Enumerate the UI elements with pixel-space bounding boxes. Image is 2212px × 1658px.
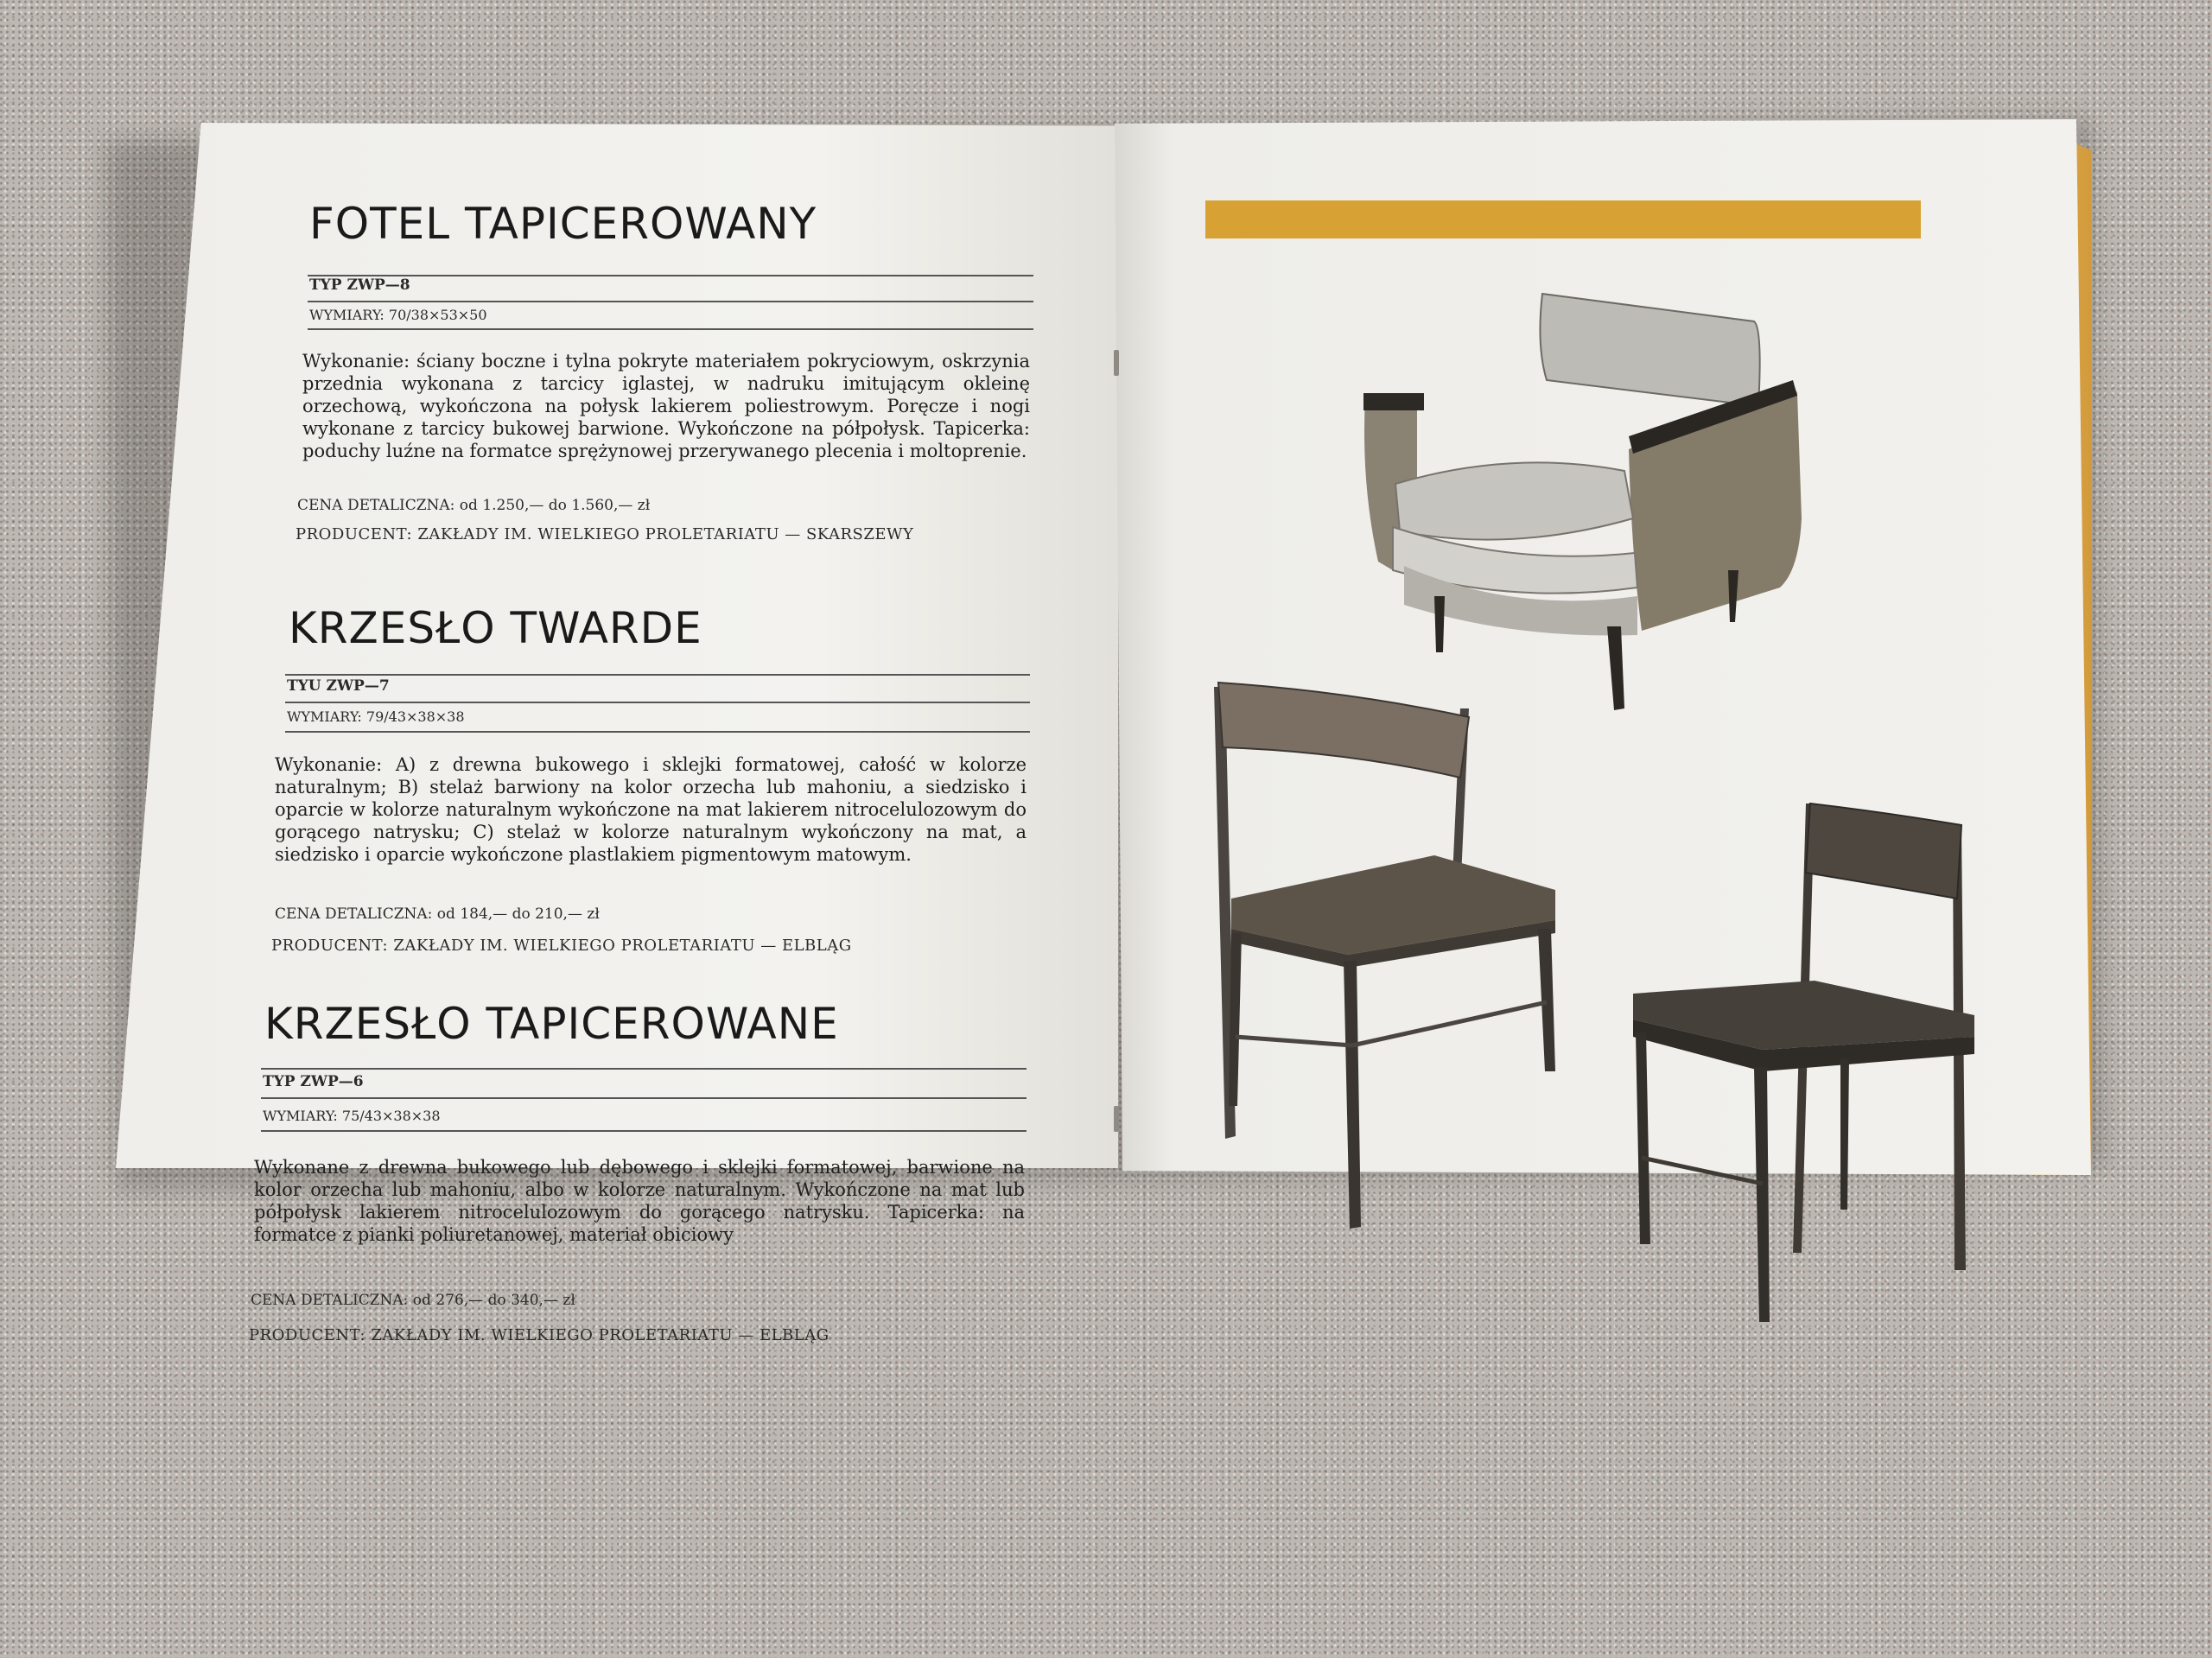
type-label: TYP ZWP—6 xyxy=(263,1073,364,1090)
section-title: KRZESŁO TWARDE xyxy=(289,603,702,653)
dimensions-label: WYMIARY: 79/43×38×38 xyxy=(287,708,465,725)
producer-text: PRODUCENT: ZAKŁADY IM. WIELKIEGO PROLETARIATU — SKARSZEWY xyxy=(296,525,914,543)
producer-text: PRODUCENT: ZAKŁADY IM. WIELKIEGO PROLETARIATU — ELBLĄG xyxy=(249,1326,830,1344)
upholstered-chair-photo xyxy=(1633,804,1974,1322)
producer-text: PRODUCENT: ZAKŁADY IM. WIELKIEGO PROLETARIATU — ELBLĄG xyxy=(271,937,852,955)
description-text: Wykonanie: A) z drewna bukowego i sklejki formatowej, całość w kolorze naturalnym; B) stelaż barwiony na kolor orzecha lub mahoniu, a siedzisko i oparcie w kolorze naturalnym wykończone na mat lakierem nitrocelulozowym do gorącego natrysku; C) stelaż w kolorze naturalnym wykończony na mat, a siedzisko i oparcie wykończone plastlakiem pigmentowym matowym. xyxy=(275,754,1027,865)
section-title: FOTEL TAPICEROWANY xyxy=(309,199,817,249)
description-text: Wykonanie: ściany boczne i tylna pokryte materiałem pokryciowym, oskrzynia przednia wykonana z tarcicy iglastej, w nadruku imitującym okleinę orzechową, wykończona na połysk lakierem poliestrowym. Poręcze i nogi wykonane z tarcicy bukowej barwione. Wykończone na półpołysk. Tapicerka: poduchy luźne na formatce sprężynowej przerywanego plecenia i moltoprenie. xyxy=(302,351,1030,461)
armchair-photo xyxy=(1363,294,1802,710)
description-text: Wykonane z drewna bukowego lub dębowego i sklejki formatowej, barwione na kolor orzecha lub mahoniu, albo w kolorze naturalnym. Wykończone na mat lub półpołysk lakierem nitrocelulozowym do gorącego natrysku. Tapicerka: na formatce z pianki poliuretanowej, materiał obiciowy xyxy=(254,1157,1025,1245)
dimensions-label: WYMIARY: 70/38×53×50 xyxy=(309,307,487,323)
price-text: CENA DETALICZNA: od 1.250,— do 1.560,— zł xyxy=(297,497,651,514)
type-label: TYU ZWP—7 xyxy=(287,677,390,695)
type-label: TYP ZWP—8 xyxy=(309,276,410,294)
hard-chair-photo xyxy=(1214,683,1555,1229)
dimensions-label: WYMIARY: 75/43×38×38 xyxy=(263,1108,441,1124)
price-text: CENA DETALICZNA: od 276,— do 340,— zł xyxy=(251,1292,575,1309)
section-title: KRZESŁO TAPICEROWANE xyxy=(264,999,839,1049)
price-text: CENA DETALICZNA: od 184,— do 210,— zł xyxy=(275,905,600,923)
